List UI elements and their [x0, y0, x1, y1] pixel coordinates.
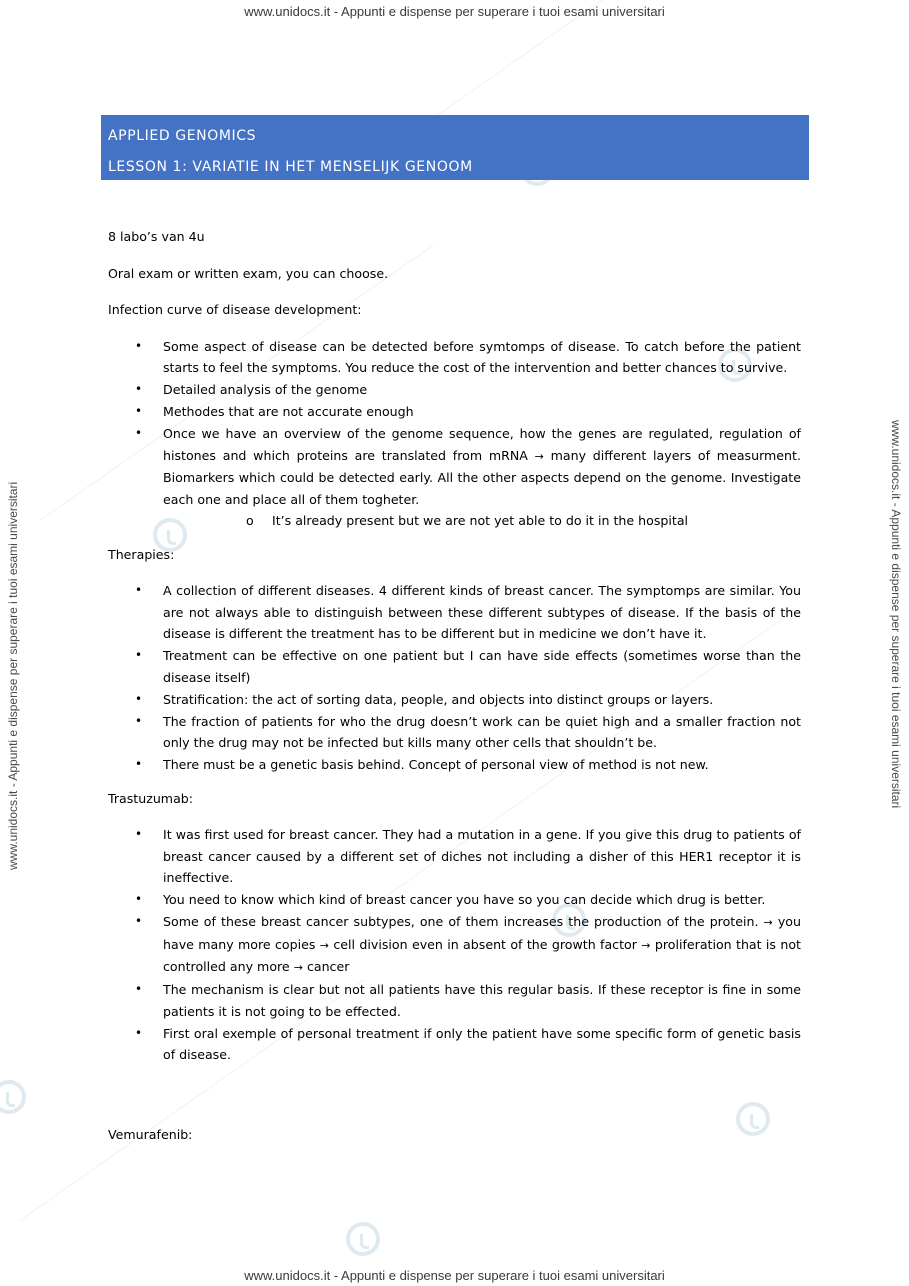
sub-list-item: o It’s already present but we are not yet able to do it in the hospital — [246, 513, 689, 528]
intro-labs: 8 labo’s van 4u — [108, 229, 205, 244]
intro-exam: Oral exam or written exam, you can choose. — [108, 265, 389, 281]
arrow-icon: → — [763, 916, 773, 929]
list-item: • You need to know which kind of breast cancer you have so you can decide which drug is better. — [135, 892, 766, 907]
list-item: • The mechanism is clear but not all patients have this regular basis. If these receptor is fine in some patients it is not going to be effected. — [135, 982, 801, 1019]
lesson-title: LESSON 1: VARIATIE IN HET MENSELIJK GENOOM — [108, 159, 473, 175]
list-item: • Stratification: the act of sorting data, people, and objects into distinct groups or layers. — [135, 691, 714, 707]
vemurafenib-heading: Vemurafenib: — [108, 1126, 193, 1142]
list-item: • Some aspect of disease can be detected before symtomps of disease. To catch before the patient starts to feel the symptoms. You reduce the cost of the intervention and better chances to survive. — [135, 338, 801, 375]
trastuzumab-list — [108, 824, 801, 1066]
arrow-icon: → — [534, 449, 544, 463]
arrow-icon: → — [641, 938, 651, 952]
watermark-header: www.unidocs.it - Appunti e dispense per superare i tuoi esami universitari — [244, 4, 665, 19]
infection-curve-list — [108, 336, 801, 532]
list-item: • Some of these breast cancer subtypes, one of them increases the production of the protein. → you have many more copies → cell division even in absent of the growth factor → proliferation that is not controlled any more → cancer — [135, 914, 801, 974]
list-item: • Detailed analysis of the genome — [135, 382, 368, 397]
watermark-side-right: www.unidocs.it - Appunti e dispense per superare i tuoi esami universitari — [889, 420, 903, 809]
list-item: • First oral exemple of personal treatment if only the patient have some specific form of genetic basis of disease. — [135, 1025, 801, 1062]
intro-infection-curve: Infection curve of disease development: — [108, 302, 362, 317]
unidocs-logo-icon — [346, 1222, 380, 1256]
list-item: • Treatment can be effective on one patient but I can have side effects (sometimes worse than the disease itself) — [135, 648, 801, 685]
trastuzumab-heading: Trastuzumab: — [108, 790, 194, 806]
document-body — [108, 226, 801, 1160]
watermark-footer: www.unidocs.it - Appunti e dispense per superare i tuoi esami universitari — [244, 1268, 665, 1283]
list-item: • There must be a genetic basis behind. Concept of personal view of method is not new. — [135, 757, 709, 772]
arrow-icon: → — [293, 961, 303, 974]
list-item: • It was first used for breast cancer. They had a mutation in a gene. If you give this drug to patients of breast cancer caused by a different set of diches not including a disher of this HER1 receptor it is ineffective. — [135, 827, 801, 885]
list-item: • The fraction of patients for who the drug doesn’t work can be quiet high and a smaller fraction not only the drug may not be infected but kills many other cells that shouldn’t be. — [135, 713, 801, 750]
list-item: • A collection of different diseases. 4 different kinds of breast cancer. The symptomps are similar. You are not always able to distinguish between these different subtypes of disease. If the basis of the disease is different the treatment has to be different but in medicine we don’t have it. — [135, 583, 801, 641]
therapies-heading: Therapies: — [108, 546, 175, 562]
list-item: • Once we have an overview of the genome sequence, how the genes are regulated, regulation of histones and which proteins are translated from mRNA → many different layers of measurment. Biomarkers which could be detected early. All the other aspects depend on the genome. Investigate each one and place all of them togheter. o It’s already present but we are not yet able to do it in the hospital — [108, 423, 801, 532]
course-title: APPLIED GENOMICS — [108, 128, 257, 144]
unidocs-logo-icon — [0, 1080, 26, 1114]
therapies-list — [108, 580, 801, 776]
list-item: • Methodes that are not accurate enough — [135, 404, 414, 419]
document-header — [101, 115, 809, 180]
arrow-icon: → — [319, 938, 330, 952]
watermark-side-left: www.unidocs.it - Appunti e dispense per superare i tuoi esami universitari — [6, 481, 20, 870]
